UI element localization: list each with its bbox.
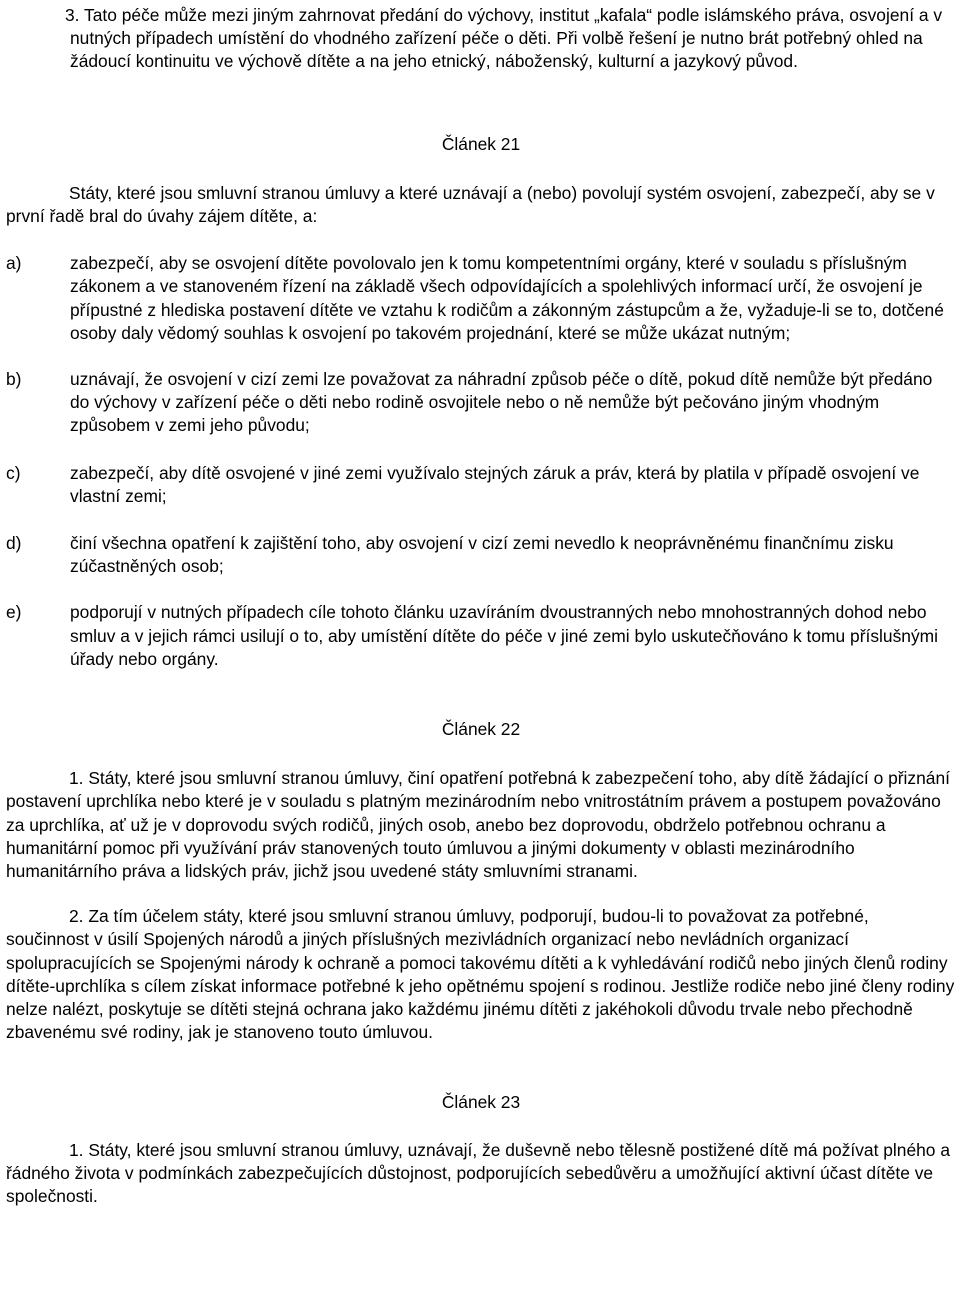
article-23-heading: Článek 23 [441,1091,521,1112]
article-22-paragraph-2: 2. Za tím účelem státy, které jsou smluvní stranou úmluvy, podporují, budou-li to považovat za potřebné, součinnost v úsilí Spojených národů a jiných příslušných mezivládních organizací nebo nevládních organizací spolupracujících se Spojenými národy k ochraně a pomoci takovému dítěti a k vyhledávání rodičů nebo jiných členů rodiny dítěte-uprchlíka s cílem získat informace potřebné k jeho opětnému spojení s rodinou. Jestliže rodiče nebo jiné členy rodiny nelze nalézt, poskytuje se dítěti stejná ochrana jako každému jinému dítěti z jakéhokoli důvodu trvale nebo přechodně zbavenému své rodiny, jak je stanoveno touto úmluvou. [6,906,955,1043]
list-item [6,252,956,345]
article-21-intro: Státy, které jsou smluvní stranou úmluvy a které uznávají a (nebo) povolují systém osvojení, zabezpečí, aby se v první řadě bral do úvahy zájem dítěte, a: [6,182,935,227]
list-item-label: d) [6,533,22,554]
list-item [6,601,956,671]
article-21-list [6,252,956,671]
list-item [6,462,956,508]
list-item-text: zabezpečí, aby dítě osvojené v jiné zemi využívalo stejných záruk a práv, která by platila v případě osvojení ve vlastní zemi; [70,462,920,506]
article-21-heading: Článek 21 [441,133,521,154]
list-item [6,368,956,438]
list-item-text: činí všechna opatření k zajištění toho, aby osvojení v cizí zemi nevedlo k neoprávněnému finančnímu zisku zúčastněných osob; [70,533,894,577]
list-item-label: b) [6,369,22,390]
list-item [6,532,956,578]
intro-item-3: 3. Tato péče může mezi jiným zahrnovat předání do výchovy, institut „kafala“ podle islámského práva, osvojení a v nutných případech umístění do vhodného zařízení péče o děti. Při volbě řešení je nutno brát potřebný ohled na žádoucí kontinuitu ve výchově dítěte a na jeho etnický, náboženský, kulturní a jazykový původ. [65,5,943,72]
article-22-paragraph-1: 1. Státy, které jsou smluvní stranou úmluvy, činí opatření potřebná k zabezpečení toho, aby dítě žádající o přiznání postavení uprchlíka nebo které je v souladu s platným mezinárodním nebo vnitrostátním právem a postupem považováno za uprchlíka, ať už je v doprovodu svých rodičů, jiných osob, anebo bez doprovodu, obdrželo potřebnou ochranu a humanitární pomoc při využívání práv stanovených touto úmluvou a jinými dokumenty v oblasti mezinárodního humanitárního práva a lidských práv, jichž jsou uvedené státy smluvními stranami. [6,768,950,882]
article-23-paragraph-1: 1. Státy, které jsou smluvní stranou úmluvy, uznávají, že duševně nebo tělesně postižené dítě má požívat plného a řádného života v podmínkách zabezpečujících důstojnost, podporujících sebedůvěru a umožňující aktivní účast dítěte ve společnosti. [6,1139,950,1207]
list-item-text: podporují v nutných případech cíle tohoto článku uzavíráním dvoustranných nebo mnohostranných dohod nebo smluv a v jejich rámci usilují o to, aby umístění dítěte do péče v jiné zemi bylo uskutečňováno k tomu příslušnými úřady nebo orgány. [70,602,938,669]
list-item-label: a) [6,253,22,274]
list-item-text: uznávají, že osvojení v cizí zemi lze považovat za náhradní způsob péče o dítě, pokud dítě nemůže být předáno do výchovy v zařízení péče o děti nebo rodině osvojitele nebo o ně nemůže být pečováno jiným vhodným způsobem v zemi jeho původu; [70,369,933,436]
list-item-label: e) [6,602,22,623]
list-item-text: zabezpečí, aby se osvojení dítěte povolovalo jen k tomu kompetentními orgány, které v souladu s příslušným zákonem a ve stanoveném řízení na základě všech odpovídajících a spolehlivých informací určí, že osvojení je přípustné z hlediska postavení dítěte ve vztahu k rodičům a zákonným zástupcům a že, vyžaduje-li se to, dotčené osoby daly vědomý souhlas k osvojení po takovém projednání, které se může ukázat nutným; [70,253,944,343]
article-22-heading: Článek 22 [441,719,521,740]
document-page [6,0,956,1208]
list-item-label: c) [6,462,21,483]
